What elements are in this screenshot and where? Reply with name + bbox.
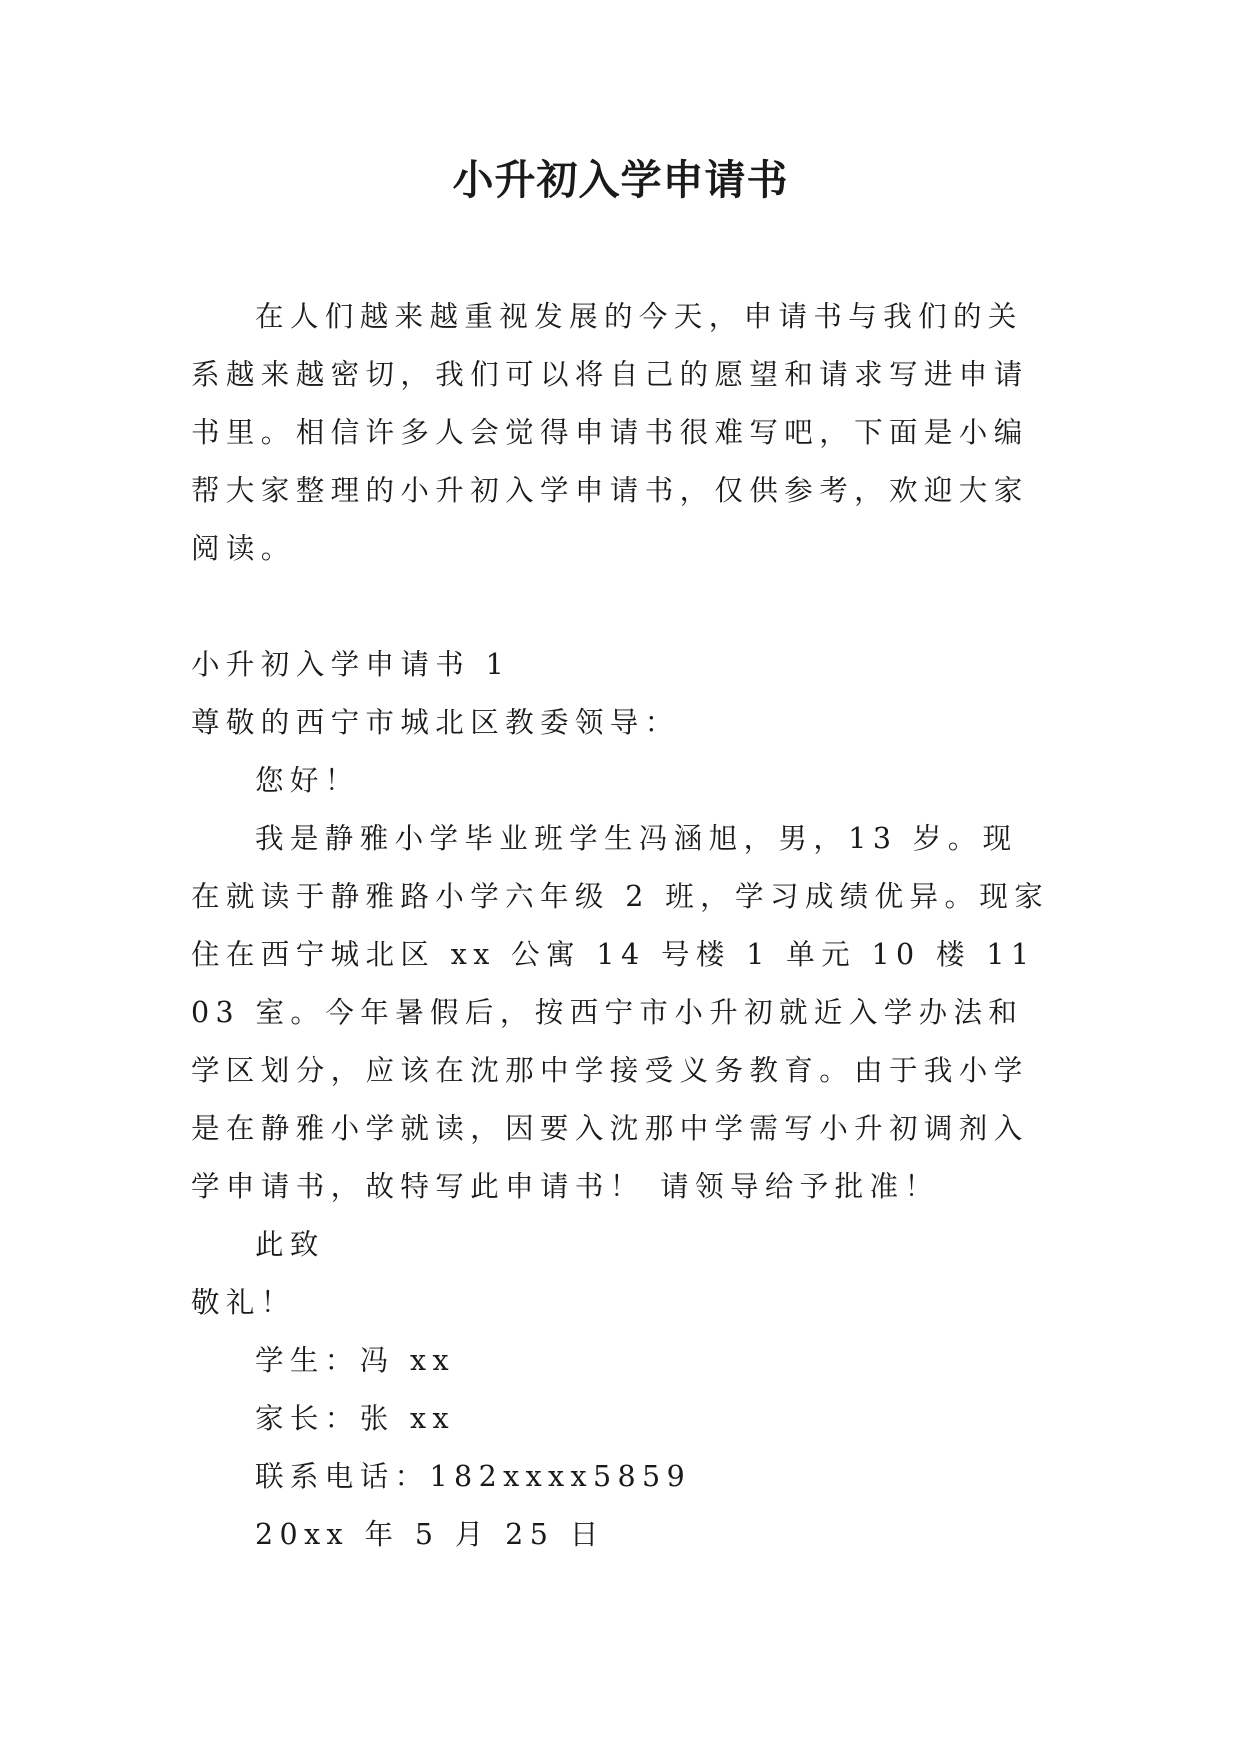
- letter-closing: 此致: [255, 1228, 325, 1261]
- signature-student: 学生：冯 xx: [255, 1344, 456, 1377]
- letter-body-paragraph: 我是静雅小学毕业班学生冯涵旭，男，13 岁。现在就读于静雅路小学六年级 2 班，学习成绩优异。现家住在西宁城北区 xx 公寓 14 号楼 1 单元 10 楼 1103 室。今年暑假后，按西宁市小升初就近入学办法和学区划分，应该在沈那中学接受义务教育。由于我小学是在静雅小学就读，因要入沈那中学需写小升初调剂入学申请书，故特写此申请书！ 请领导给予批准！: [191, 822, 1050, 1203]
- letter-salutation: 尊敬的西宁市城北区教委领导：: [191, 706, 680, 739]
- contact-phone: 联系电话：182xxxx5859: [255, 1460, 692, 1493]
- letter-regards: 敬礼！: [191, 1286, 296, 1319]
- document-title: 小升初入学申请书: [452, 156, 789, 204]
- signature-parent: 家长：张 xx: [255, 1402, 456, 1435]
- letter-greeting: 您好！: [255, 764, 360, 797]
- intro-paragraph: 在人们越来越重视发展的今天，申请书与我们的关系越来越密切，我们可以将自己的愿望和请求写进申请书里。相信许多人会觉得申请书很难写吧，下面是小编帮大家整理的小升初入学申请书，仅供参考，欢迎大家阅读。: [191, 300, 1029, 565]
- letter-date: 20xx 年 5 月 25 日: [255, 1518, 605, 1551]
- paragraph-gap: [191, 578, 1051, 636]
- document-body: [191, 288, 1051, 1564]
- section-heading: 小升初入学申请书 1: [191, 648, 511, 681]
